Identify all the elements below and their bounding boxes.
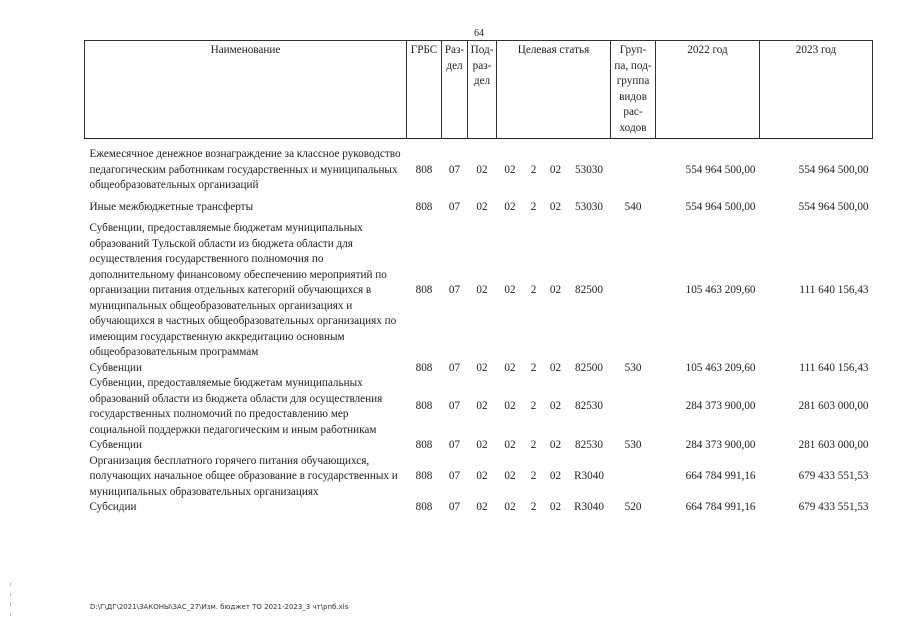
row-razdel: 07 — [448, 400, 461, 413]
row-razdel: 07 — [448, 200, 461, 213]
row-grbs: 808 — [415, 284, 433, 296]
row-target-subprogram: 02 — [549, 439, 562, 451]
row-expense-type: 530 — [624, 361, 642, 374]
row-name: Субвенции — [89, 439, 142, 451]
header-name: Наименование — [85, 41, 407, 139]
row-amount-2022: 284 373 900,00 — [685, 439, 756, 451]
page-number: 64 — [474, 28, 484, 39]
row-expense-type: 540 — [624, 200, 642, 213]
row-grbs: 808 — [415, 400, 433, 413]
header-razdel: Раз-дел — [442, 41, 468, 139]
row-target-direction: 82530 — [575, 400, 603, 413]
header-year-2022: 2022 год — [656, 41, 760, 139]
row-amount-2023: 281 603 000,00 — [798, 400, 869, 413]
row-target-type: 2 — [530, 361, 537, 374]
row-target-subprogram: 02 — [549, 470, 562, 482]
row-target-type: 2 — [530, 163, 537, 176]
row-podrazdel: 02 — [476, 200, 488, 213]
row-name: Иные межбюджетные трансферты — [89, 200, 254, 213]
table-row — [85, 376, 873, 438]
table-body — [85, 139, 873, 516]
row-target-program: 02 — [504, 284, 516, 296]
file-path-footer: D:\Г\ДГ\2021\ЗАКОНЫ\ЗАС_27\Изм. бюджет ТО 2021-2023_3 чт\рпб.xls — [90, 603, 349, 611]
row-podrazdel: 02 — [476, 361, 488, 374]
budget-table — [84, 40, 873, 516]
row-amount-2022: 105 463 209,60 — [685, 284, 756, 296]
row-target-subprogram: 02 — [549, 501, 562, 513]
row-name: Субвенции, предоставляемые бюджетам муниципальных образований Тульской области из бюджета области для осуществления государственного полномочия по дополнительному финансовому обеспечению мероприятий по организации питания отдельных категорий обучающихся в муниципальных общеобразовательных организациях и обучающихся в частных общеобразовательных организациях по имеющим государственную аккредитацию основным общеобразовательным программам — [89, 222, 397, 358]
row-target-subprogram: 02 — [549, 200, 562, 213]
row-target-subprogram: 02 — [549, 400, 562, 413]
row-razdel: 07 — [448, 470, 461, 482]
table-row — [85, 438, 873, 454]
row-podrazdel: 02 — [476, 470, 488, 482]
row-amount-2023: 679 433 551,53 — [798, 470, 869, 482]
header-target-article: Целевая статья — [497, 41, 611, 139]
row-target-program: 02 — [504, 200, 516, 213]
row-target-type: 2 — [530, 439, 537, 451]
table-row — [85, 361, 873, 377]
row-target-direction: 53030 — [575, 163, 603, 176]
table-row — [85, 454, 873, 501]
row-razdel: 07 — [448, 361, 461, 374]
row-target-program: 02 — [504, 400, 516, 413]
row-podrazdel: 02 — [476, 400, 488, 413]
row-amount-2022: 664 784 991,16 — [685, 501, 756, 513]
row-grbs: 808 — [415, 439, 433, 451]
row-amount-2022: 284 373 900,00 — [685, 400, 756, 413]
row-target-subprogram: 02 — [549, 163, 562, 176]
row-target-direction: 53030 — [575, 200, 603, 213]
row-name: Организация бесплатного горячего питания обучающихся, получающих начальное общее образование в государственных и муниципальных образовательных организациях — [89, 454, 398, 498]
header-grbs: ГРБС — [407, 41, 442, 139]
header-podrazdel: Под-раз-дел — [468, 41, 497, 139]
row-target-program: 02 — [504, 501, 516, 513]
row-amount-2022: 105 463 209,60 — [685, 361, 756, 374]
row-target-subprogram: 02 — [549, 284, 562, 296]
row-podrazdel: 02 — [476, 501, 488, 513]
table-row — [85, 500, 873, 516]
row-amount-2023: 281 603 000,00 — [798, 439, 869, 451]
table-row — [85, 215, 873, 361]
row-expense-type — [611, 147, 656, 194]
row-name: Субвенции, предоставляемые бюджетам муниципальных образований области из бюджета области для осуществления государственных полномочий по предоставлению мер социальной поддержки педагогическим и иным работникам — [89, 377, 383, 436]
row-expense-type — [611, 454, 656, 501]
row-amount-2022: 554 964 500,00 — [685, 200, 756, 213]
row-razdel: 07 — [448, 163, 461, 176]
row-amount-2023: 554 964 500,00 — [798, 200, 869, 213]
row-grbs: 808 — [415, 163, 433, 176]
row-target-program: 02 — [504, 470, 516, 482]
row-amount-2023: 111 640 156,43 — [799, 361, 869, 374]
row-name: Ежемесячное денежное вознаграждение за классное руководство педагогическим работникам государственных и муниципальных общеобразовательных организаций — [89, 148, 401, 191]
table-row — [85, 194, 873, 216]
row-target-type: 2 — [530, 200, 537, 213]
row-target-type: 2 — [530, 284, 537, 296]
row-amount-2023: 679 433 551,53 — [798, 501, 869, 513]
row-target-direction: R3040 — [574, 501, 604, 513]
row-grbs: 808 — [415, 470, 433, 482]
header-year-2023: 2023 год — [760, 41, 873, 139]
row-target-direction: 82500 — [575, 361, 603, 374]
row-target-direction: 82500 — [575, 284, 603, 296]
table-header — [85, 41, 873, 139]
row-target-type: 2 — [530, 501, 537, 513]
row-target-program: 02 — [504, 439, 516, 451]
row-podrazdel: 02 — [476, 439, 488, 451]
table-row — [85, 147, 873, 194]
row-target-program: 02 — [504, 163, 516, 176]
row-amount-2023: 111 640 156,43 — [799, 284, 869, 296]
row-expense-type: 520 — [624, 501, 642, 513]
row-amount-2022: 554 964 500,00 — [685, 163, 756, 176]
row-podrazdel: 02 — [476, 284, 488, 296]
row-target-direction: R3040 — [574, 470, 604, 482]
row-razdel: 07 — [448, 501, 461, 513]
row-target-subprogram: 02 — [549, 361, 562, 374]
row-target-type: 2 — [530, 470, 537, 482]
row-amount-2022: 664 784 991,16 — [685, 470, 756, 482]
row-razdel: 07 — [448, 284, 461, 296]
row-amount-2023: 554 964 500,00 — [798, 163, 869, 176]
row-name: Субвенции — [89, 361, 142, 374]
row-target-direction: 82530 — [575, 439, 603, 451]
row-expense-type — [611, 215, 656, 361]
row-grbs: 808 — [415, 200, 433, 213]
row-name: Субсидии — [89, 501, 137, 513]
row-grbs: 808 — [415, 361, 433, 374]
row-podrazdel: 02 — [476, 163, 488, 176]
row-expense-type — [611, 376, 656, 438]
row-expense-type: 530 — [624, 439, 642, 451]
row-target-program: 02 — [504, 361, 516, 374]
row-razdel: 07 — [448, 439, 461, 451]
header-expense-type: Груп-па, под-группа видов рас-ходов — [611, 41, 656, 139]
row-grbs: 808 — [415, 501, 433, 513]
row-target-type: 2 — [530, 400, 537, 413]
